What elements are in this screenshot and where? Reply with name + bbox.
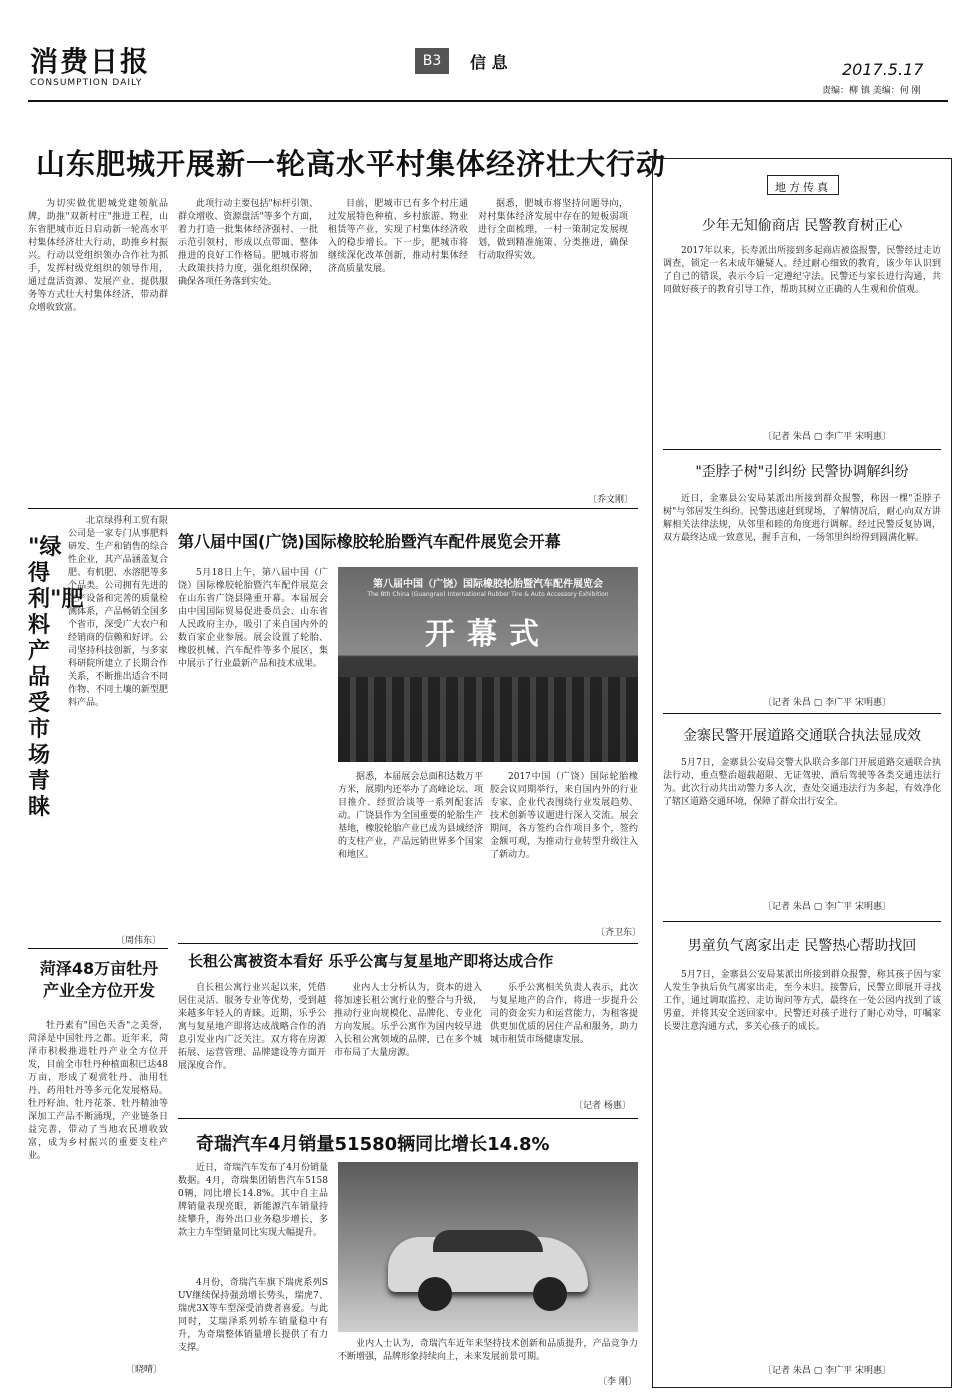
expo-bottom-rule <box>178 943 638 944</box>
car-wheel-rear <box>533 1277 567 1311</box>
right-item-2-byline: 〔记者 朱昌 ▢ 李广平 宋明惠〕 <box>763 698 891 708</box>
lead-col-3: 目前，肥城市已有多个村庄通过发展特色种植、乡村旅游、物业租赁等产业，实现了村集体经济收入的稳步增长。下一步，肥城市将继续深化改革创新，推动村集体经济高质量发展。 <box>328 199 468 274</box>
right-item-3-byline: 〔记者 朱昌 ▢ 李广平 宋明惠〕 <box>763 902 891 912</box>
right-column <box>652 158 952 1388</box>
right-item-2 <box>663 453 941 711</box>
apartment-byline: 〔记者 杨惠〕 <box>574 1101 631 1111</box>
car-window <box>433 1230 543 1252</box>
right-item-4-headline: 男童负气离家出走 民警热心帮助找回 <box>687 938 917 954</box>
right-item-3-headline: 金寨民警开展道路交通联合执法显成效 <box>683 728 921 744</box>
chery-col-2: 4月份，奇瑞汽车旗下瑞虎系列SUV继续保持强劲增长势头，瑞虎7、瑞虎3X等车型深受消费者喜爱。与此同时，艾瑞泽系列轿车销量稳中有升，为奇瑞整体销量增长提供了有力支撑。 <box>178 1278 328 1353</box>
lead-col-4: 据悉，肥城市将坚持问题导向，对村集体经济发展中存在的短板弱项进行全面梳理，一村一策制定发展规划，做到精准施策、分类推进，确保行动取得实效。 <box>478 199 628 261</box>
expo-banner-big: 开幕式 <box>425 617 551 652</box>
lead-col-1: 为切实做优肥城党建领航品牌，助推"双新村庄"推进工程，山东省肥城市近日启动新一轮高水平村集体经济壮大行动，助推乡村振兴。行动以党组织领办合作社为抓手，发挥村级党组织的领导作用，通过盘活资源、发展产业、提供服务等方式壮大村集体经济，带动群众增收致富。 <box>28 199 168 313</box>
masthead-editors: 责编：柳 镇 美编：何 刚 <box>822 86 921 96</box>
left-feature <box>28 515 168 945</box>
right-item-4-body: 5月7日，金寨县公安局某派出所接到群众报警，称其孩子因与家人发生争执后负气离家出走，至今未归。接警后，民警立即展开寻找工作，通过调取监控、走访询问等方式，最终在一处公园内找到了该男童，并将其安全送回家中。民警还对孩子进行了耐心劝导，叮嘱家长要注意沟通方式，多关心孩子的成长。 <box>663 970 941 1032</box>
right-item-1-body: 2017年以来，长寿派出所接到多起商店被盗报警，民警经过走访调查，锁定一名未成年嫌疑人。经过耐心细致的教育，该少年认识到了自己的错误，表示今后一定遵纪守法。民警还与家长进行沟通，共同做好孩子的教育引导工作，帮助其树立正确的人生观和价值观。 <box>663 246 941 295</box>
right-item-1-headline: 少年无知偷商店 民警教育树正心 <box>701 218 903 234</box>
left-feature-body: 北京绿得利工贸有限公司是一家专门从事肥料研发、生产和销售的综合性企业，其产品涵盖复合肥、有机肥、水溶肥等多个品类。公司拥有先进的生产设备和完善的质量检测体系，产品畅销全国多个省市，深受广大农户和经销商的信赖和好评。公司坚持科技创新，与多家科研院所建立了长期合作关系，不断推出适合不同作物、不同土壤的新型肥料产品。 <box>68 516 168 708</box>
right-column-header <box>767 175 839 195</box>
page-number-badge: B3 <box>415 48 449 74</box>
chery-headline: 奇瑞汽车4月销量51580辆同比增长14.8% <box>196 1134 550 1155</box>
right-rule-2 <box>663 713 941 714</box>
lead-col-2: 此项行动主要包括"标杆引领、群众增收、资源盘活"等多个方面，着力打造一批集体经济强村、一批示范引领村，形成以点带面、整体推进的良好工作格局。肥城市将加大政策扶持力度，强化组织保障，确保各项任务落到实处。 <box>178 199 318 287</box>
right-item-2-headline: "歪脖子树"引纠纷 民警协调解纠纷 <box>695 464 909 480</box>
left-feature-rule <box>28 948 168 949</box>
masthead-logo-sub: CONSUMPTION DAILY <box>30 78 143 88</box>
section-title: 信 息 <box>470 53 508 72</box>
right-item-2-body: 近日，金寨县公安局某派出所接到群众报警，称因一棵"歪脖子树"与邻居发生纠纷。民警迅速赶到现场，了解情况后，耐心向双方讲解相关法律法规，从邻里和睦的角度进行调解。经过民警反复协调，双方最终达成一致意见，握手言和，一场邻里纠纷得到圆满化解。 <box>663 494 941 543</box>
left-news <box>28 958 168 1378</box>
right-item-1 <box>663 205 941 445</box>
right-item-1-byline: 〔记者 朱昌 ▢ 李广平 宋明惠〕 <box>763 432 891 442</box>
lead-byline: 〔乔文刚〕 <box>588 495 634 505</box>
expo-headline: 第八届中国(广饶)国际橡胶轮胎暨汽车配件展览会开幕 <box>178 532 561 551</box>
left-news-body: 牡丹素有"国色天香"之美誉，菏泽是中国牡丹之都。近年来，菏泽市积极推进牡丹产业全方位开发，目前全市牡丹种植面积已达48万亩，形成了观赏牡丹、油用牡丹、药用牡丹等多元化发展格局。牡丹籽油、牡丹花茶、牡丹精油等深加工产品不断涌现，产业链条日益完善，带动了当地农民增收致富，成为乡村振兴的重要支柱产业。 <box>28 1021 168 1161</box>
apartment-headline: 长租公寓被资本看好 乐乎公寓与复星地产即将达成合作 <box>188 952 554 970</box>
chery-story <box>178 1122 638 1387</box>
left-feature-byline: 〔周伟东〕 <box>116 936 162 946</box>
apartment-col-1: 自长租公寓行业兴起以来，凭借居住灵活、服务专业等优势，受到越来越多年轻人的青睐。近期，乐乎公寓与复星地产即将达成战略合作的消息引发业内广泛关注。双方将在房源拓展、运营管理、品牌建设等方面开展深度合作。 <box>178 983 326 1071</box>
right-item-4 <box>663 925 941 1380</box>
expo-story <box>178 515 642 940</box>
expo-col-3: 2017中国（广饶）国际轮胎橡胶会议同期举行，来自国内外的行业专家、企业代表围绕行业发展趋势、技术创新等议题进行深入交流。展会期间，各方签约合作项目多个，签约金额可观，为推动行业转型升级注入了新动力。 <box>490 772 638 860</box>
left-news-byline: 〔晓晴〕 <box>126 1365 163 1375</box>
apartment-col-2: 业内人士分析认为，资本的进入将加速长租公寓行业的整合与升级，推动行业向规模化、品牌化、专业化方向发展。乐乎公寓作为国内较早进入长租公寓领域的品牌，已在多个城市布局了大量房源。 <box>334 983 482 1058</box>
expo-col-2: 据悉，本届展会总面积达数万平方米，展期内还举办了高峰论坛、项目推介、经贸洽谈等一系列配套活动。广饶县作为全国重要的轮胎生产基地，橡胶轮胎产业已成为县域经济的支柱产业，产品远销世界多个国家和地区。 <box>338 772 483 860</box>
car-wheel-front <box>418 1277 452 1311</box>
lead-bottom-rule <box>28 508 638 509</box>
chery-col-3: 业内人士认为，奇瑞汽车近年来坚持技术创新和品质提升，产品竞争力不断增强，品牌形象持续向上，未来发展前景可期。 <box>338 1339 638 1362</box>
chery-col-1: 近日，奇瑞汽车发布了4月份销量数据。4月，奇瑞集团销售汽车51580辆，同比增长14.8%。其中自主品牌销量表现亮眼，新能源汽车销量持续攀升，海外出口业务稳步增长，多款主力车型销量同比实现大幅提升。 <box>178 1163 328 1238</box>
expo-photo <box>338 567 638 762</box>
lead-story <box>28 120 667 505</box>
chery-byline: 〔李 刚〕 <box>598 1377 637 1387</box>
right-item-3-body: 5月7日，金寨县公安局交警大队联合多部门开展道路交通联合执法行动，重点整治超载超限、无证驾驶、酒后驾驶等各类交通违法行为。此次行动共出动警力多人次，查处交通违法行为多起，有效净化了辖区道路交通环境，保障了群众出行安全。 <box>663 758 941 807</box>
masthead <box>0 0 977 110</box>
lead-headline: 山东肥城开展新一轮高水平村集体经济壮大行动 <box>36 147 667 181</box>
apartment-bottom-rule <box>178 1118 638 1119</box>
masthead-date: 2017.5.17 <box>842 60 924 79</box>
expo-crowd <box>338 677 638 762</box>
expo-col-1: 5月18日上午，第八届中国（广饶）国际橡胶轮胎暨汽车配件展览会在山东省广饶县隆重开幕。本届展会由中国国际贸易促进委员会、山东省人民政府主办，吸引了来自国内外的数百家企业参展。展会设置了轮胎、橡胶机械、汽车配件等多个展区，集中展示了行业最新产品和技术成果。 <box>178 568 328 669</box>
expo-banner-line1: 第八届中国（广饶）国际橡胶轮胎暨汽车配件展览会 <box>373 579 603 590</box>
masthead-rule <box>28 100 948 102</box>
right-rule-1 <box>663 449 941 450</box>
chery-car-photo <box>338 1162 638 1332</box>
apartment-story <box>178 950 638 1115</box>
expo-banner-line2: The 8th China (Guangrao) International Rubber Tire & Auto Accessory Exhibition <box>367 591 609 598</box>
expo-byline: 〔齐卫东〕 <box>596 928 642 938</box>
right-rule-3 <box>663 921 941 922</box>
left-news-headline: 菏泽48万亩牡丹产业全方位开发 <box>39 959 159 1000</box>
apartment-col-3: 乐乎公寓相关负责人表示，此次与复星地产的合作，将进一步提升公司的资金实力和运营能力，为租客提供更加优质的居住产品和服务，助力城市租赁市场健康发展。 <box>490 983 638 1045</box>
right-column-header-label: 地方传真 <box>775 181 831 194</box>
left-feature-headline: "绿得利"肥料产品受市场青睐 <box>28 535 84 820</box>
right-item-4-byline: 〔记者 朱昌 ▢ 李广平 宋明惠〕 <box>763 1366 891 1376</box>
right-item-3 <box>663 717 941 917</box>
masthead-logo: 消费日报 <box>30 45 151 78</box>
